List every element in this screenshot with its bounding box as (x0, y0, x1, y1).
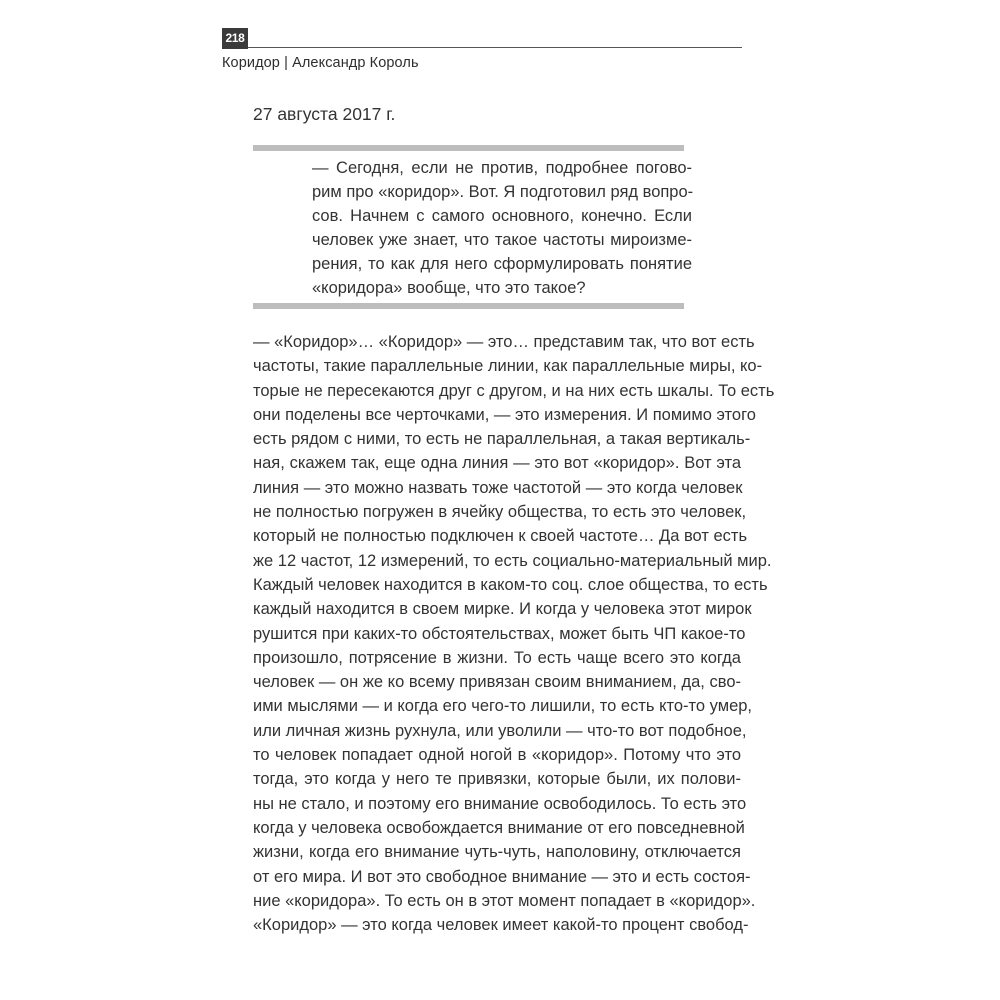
text-line: который не полностью подключен к своей частоте… Да вот есть (253, 527, 748, 546)
text-line: линия — это можно назвать тоже частотой — это когда человек (253, 478, 743, 497)
text-line: ние «коридора». То есть он в этот момент попадает в «коридор». (253, 891, 756, 910)
text-line: «Коридор» — это когда человек имеет какой-то процент свобод- (253, 916, 749, 935)
text-line: они поделены все черточками, — это измерения. И помимо этого (253, 405, 756, 424)
text-line: рения, то как для него сформулировать понятие (312, 255, 692, 273)
text-line: от его мира. И вот это свободное внимание — это и есть состоя- (253, 867, 751, 886)
page-header (222, 28, 742, 76)
running-title: Коридор | Александр Король (222, 55, 419, 71)
text-line: жизни, когда его внимание чуть-чуть, наполовину, отключается (253, 843, 741, 862)
text-line: рим про «коридор». Вот. Я подготовил ряд вопро- (312, 183, 694, 201)
text-line: — Сегодня, если не против, подробнее погово- (312, 159, 692, 177)
text-line: ими мыслями — и когда его чего-то лишили, то есть кто-то умер, (253, 697, 753, 716)
text-line: есть рядом с ними, то есть не параллельная, а такая вертикаль- (253, 430, 751, 449)
text-line: произошло, потрясение в жизни. То есть чаще всего это когда (253, 648, 741, 667)
text-line: тогда, это когда у него те привязки, которые были, их полови- (253, 770, 741, 789)
text-line: сов. Начнем с самого основного, конечно. Если (312, 207, 692, 225)
page-number: 218 (222, 28, 248, 49)
answer-text (253, 330, 775, 937)
text-line: рушится при каких-то обстоятельствах, может быть ЧП какое-то (253, 624, 746, 643)
text-line: человек уже знает, что такое частоты мироизме- (312, 231, 692, 249)
text-line: то человек попадает одной ногой в «коридор». Потому что это (253, 746, 741, 765)
text-line: человек — он же ко всему привязан своим вниманием, да, сво- (253, 673, 741, 692)
text-line: — «Коридор»… «Коридор» — это… представим так, что вот есть (253, 333, 755, 351)
text-line: торые не пересекаются друг с другом, и на них есть шкалы. То есть (253, 381, 775, 400)
text-line: Каждый человек находится в каком-то соц. слое общества, то есть (253, 575, 768, 594)
text-line: ны не стало, и поэтому его внимание освободилось. То есть это (253, 794, 747, 813)
quote-rule-bottom (253, 303, 684, 309)
text-line: не полностью погружен в ячейку общества, то есть это человек, (253, 503, 747, 522)
text-line: когда у человека освобождается внимание от его повседневной (253, 818, 745, 837)
quote-rule-top (253, 145, 684, 151)
text-line: каждый находится в своем мирке. И когда у человека этот мирок (253, 600, 752, 619)
text-line: частоты, такие параллельные линии, как параллельные миры, ко- (253, 357, 763, 376)
question-block (312, 156, 692, 300)
text-line: ная, скажем так, еще одна линия — это вот «коридор». Вот эта (253, 454, 741, 473)
text-line: или личная жизнь рухнула, или уволили — что-то вот подобное, (253, 721, 747, 740)
text-line: же 12 частот, 12 измерений, то есть социально-материальный мир. (253, 551, 772, 570)
header-rule (248, 47, 742, 48)
date-line: 27 августа 2017 г. (253, 104, 396, 124)
text-line: «коридора» вообще, что это такое? (312, 279, 586, 297)
